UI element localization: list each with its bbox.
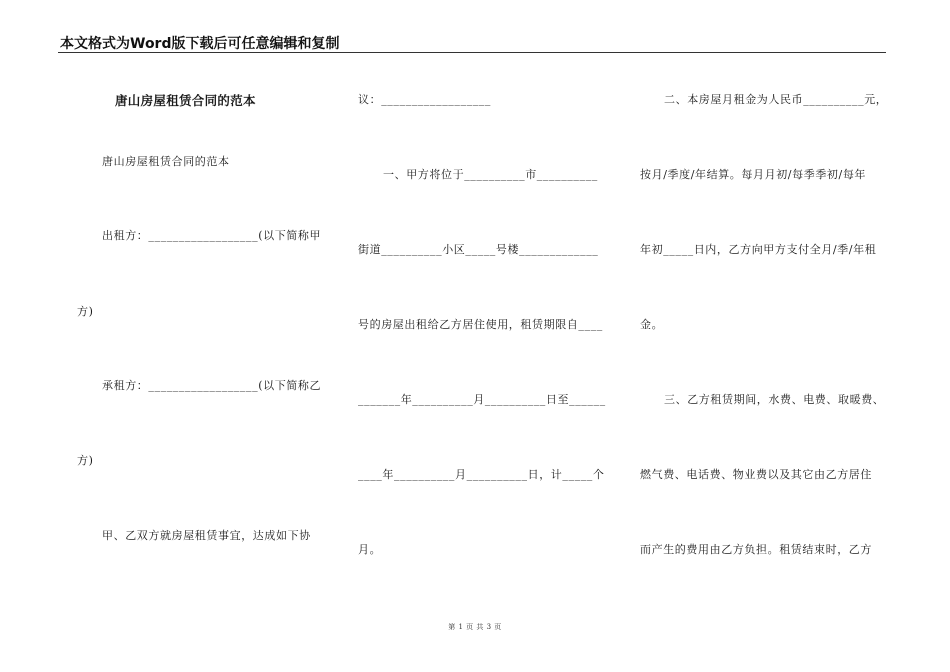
- text-line: 街道__________小区_____号楼_____________: [358, 243, 599, 256]
- text-line: 一、甲方将位于__________市__________: [383, 168, 598, 181]
- text-line: 议：__________________: [358, 93, 491, 106]
- text-line: 年初_____日内，乙方向甲方支付全月/季/年租: [640, 243, 877, 256]
- text-line: ____年__________月__________日，计_____个: [358, 468, 605, 481]
- text-line: 金。: [640, 318, 664, 331]
- text-line: 按月/季度/年结算。每月月初/每季季初/每年: [640, 168, 867, 181]
- text-line: 甲、乙双方就房屋租赁事宜，达成如下协: [102, 529, 311, 542]
- text-line: 燃气费、电话费、物业费以及其它由乙方居住: [640, 468, 872, 481]
- text-line: 二、本房屋月租金为人民币__________元，: [664, 93, 888, 106]
- document-title: 唐山房屋租赁合同的范本: [115, 93, 256, 108]
- text-line: 号的房屋出租给乙方居住使用，租赁期限自____: [358, 318, 603, 331]
- text-line: _______年__________月__________日至______: [358, 393, 606, 406]
- text-line: 方): [77, 305, 94, 318]
- text-line: 三、乙方租赁期间，水费、电费、取暖费、: [664, 393, 885, 406]
- text-line: 月。: [358, 543, 382, 556]
- text-line: 出租方：__________________(以下简称甲: [102, 229, 322, 242]
- page-number: 第 1 页 共 3 页: [448, 623, 502, 631]
- page-header: 本文格式为Word版下载后可任意编辑和复制: [60, 36, 340, 52]
- text-line: 而产生的费用由乙方负担。租赁结束时，乙方: [640, 543, 872, 556]
- header-rule: [58, 52, 886, 53]
- text-line: 唐山房屋租赁合同的范本: [102, 155, 230, 168]
- text-line: 方): [77, 454, 94, 467]
- text-line: 承租方：__________________(以下简称乙: [102, 379, 322, 392]
